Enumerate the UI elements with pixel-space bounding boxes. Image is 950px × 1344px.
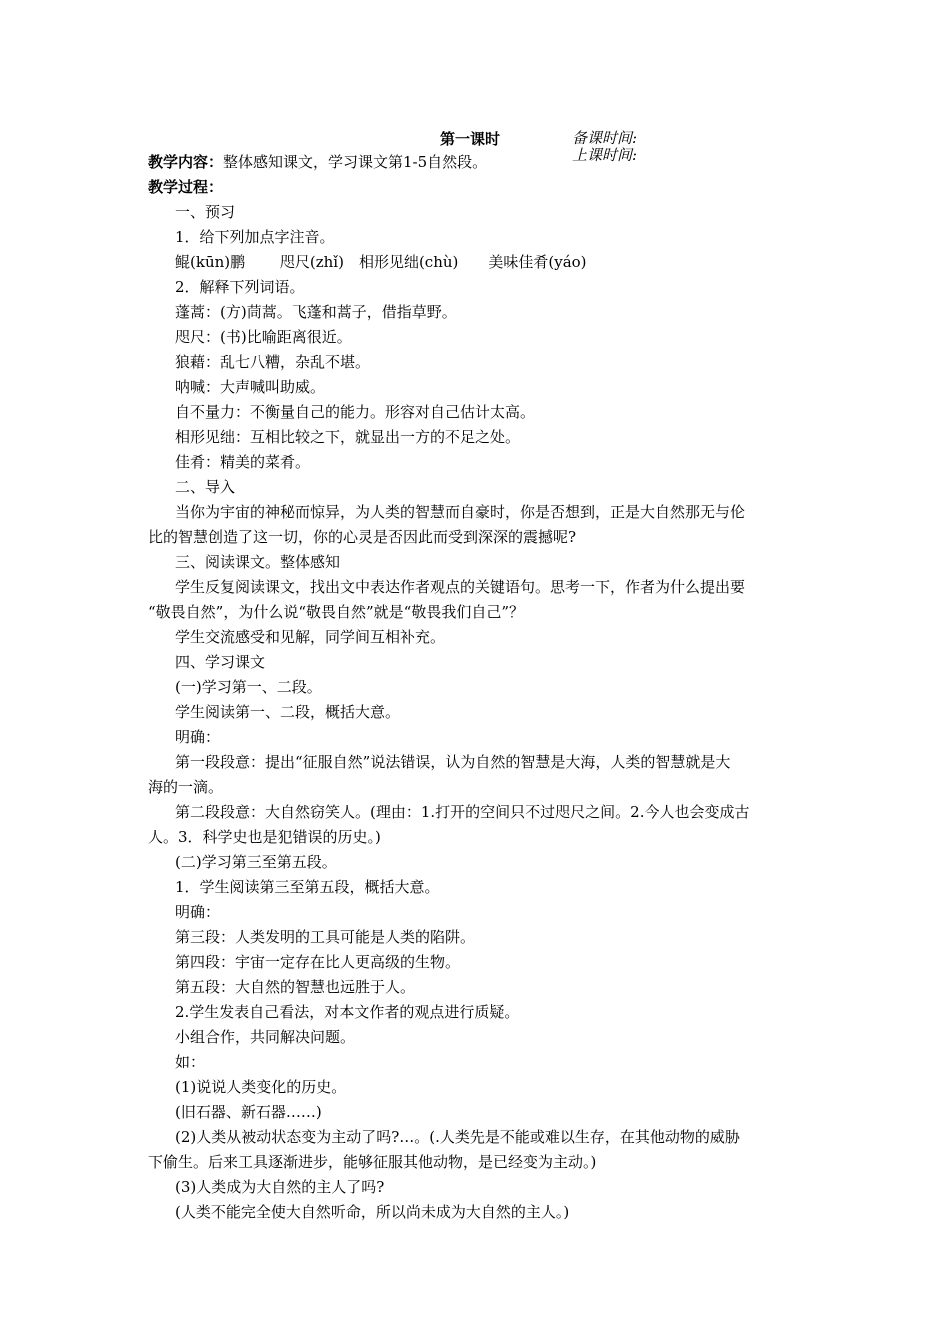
text-line: “敬畏自然”，为什么说“敬畏自然”就是“敬畏我们自己”？ (148, 603, 525, 621)
text-line: 第二段段意：大自然窃笑人。(理由：1.打开的空间只不过咫尺之间。2.今人也会变成古 (175, 803, 750, 821)
content-text: 整体感知课文，学习课文第1-5自然段。 (223, 153, 488, 171)
text-line: 第五段：大自然的智慧也远胜于人。 (175, 978, 416, 996)
text-line: 呐喊：大声喊叫助威。 (175, 378, 326, 396)
text-line: 当你为宇宙的神秘而惊异，为人类的智慧而自豪时，你是否想到，正是大自然那无与伦 (175, 503, 746, 521)
text-line: 小组合作，共同解决问题。 (175, 1028, 356, 1046)
prep-time-label: 备课时间: (572, 129, 638, 147)
text-line: (3)人类成为大自然的主人了吗? (175, 1178, 385, 1196)
text-line: 学生交流感受和见解，同学间互相补充。 (175, 628, 446, 646)
text-line: 狼藉：乱七八糟，杂乱不堪。 (175, 353, 371, 371)
text-line: (2)人类从被动状态变为主动了吗?…。(.人类先是不能或难以生存，在其他动物的威胁 (175, 1128, 740, 1146)
text-line: 二、导入 (175, 478, 236, 496)
lesson-title: 第一课时 (440, 130, 501, 148)
text-line: 学生反复阅读课文，找出文中表达作者观点的关键语句。思考一下，作者为什么提出要 (175, 578, 746, 596)
text-line: 海的一滴。 (148, 778, 224, 796)
text-line: (人类不能完全使大自然听命，所以尚未成为大自然的主人。) (175, 1203, 570, 1221)
text-line: 咫尺：(书)比喻距离很近。 (175, 328, 352, 346)
text-line: 明确： (175, 728, 221, 746)
content-line (148, 150, 812, 175)
text-line: (1)说说人类变化的历史。 (175, 1078, 347, 1096)
text-line: 学生阅读第一、二段，概括大意。 (175, 703, 401, 721)
text-line: 一、预习 (175, 203, 236, 221)
text-line: 2.学生发表自己看法，对本文作者的观点进行质疑。 (175, 1003, 520, 1021)
text-line: 佳肴：精美的菜肴。 (175, 453, 311, 471)
text-line: 明确： (175, 903, 221, 921)
text-line: 人。3．科学史也是犯错误的历史。) (148, 828, 381, 846)
text-line: 第一段段意：提出“征服自然”说法错误，认为自然的智慧是大海，人类的智慧就是大 (175, 753, 731, 771)
text-line: 下偷生。后来工具逐渐进步，能够征服其他动物，是已经变为主动。) (148, 1153, 597, 1171)
text-line: 蓬蒿：(方)茼蒿。飞蓬和蒿子，借指草野。 (175, 303, 457, 321)
text-line: (一)学习第一、二段。 (175, 678, 322, 696)
content-label: 教学内容： (148, 153, 224, 171)
process-label: 教学过程： (148, 178, 224, 196)
text-line: 四、学习课文 (175, 653, 266, 671)
text-line: 第三段：人类发明的工具可能是人类的陷阱。 (175, 928, 476, 946)
text-line: 2．解释下列词语。 (175, 278, 305, 296)
class-time-label: 上课时间: (572, 146, 638, 164)
text-line: 自不量力：不衡量自己的能力。形容对自己估计太高。 (175, 403, 536, 421)
text-line: (旧石器、新石器……) (175, 1103, 322, 1121)
text-line: 相形见绌：互相比较之下，就显出一方的不足之处。 (175, 428, 521, 446)
text-line: 三、阅读课文。整体感知 (175, 553, 341, 571)
text-line: 比的智慧创造了这一切，你的心灵是否因此而受到深深的震撼呢? (148, 528, 577, 546)
text-line: 1．给下列加点字注音。 (175, 228, 335, 246)
text-line: 第四段：宇宙一定存在比人更高级的生物。 (175, 953, 461, 971)
text-line: 鲲(kūn)鹏 咫尺(zhǐ) 相形见绌(chù) 美味佳肴(yáo) (175, 253, 587, 271)
text-line: (二)学习第三至第五段。 (175, 853, 337, 871)
text-line: 如： (175, 1053, 206, 1071)
text-line: 1．学生阅读第三至第五段，概括大意。 (175, 878, 440, 896)
